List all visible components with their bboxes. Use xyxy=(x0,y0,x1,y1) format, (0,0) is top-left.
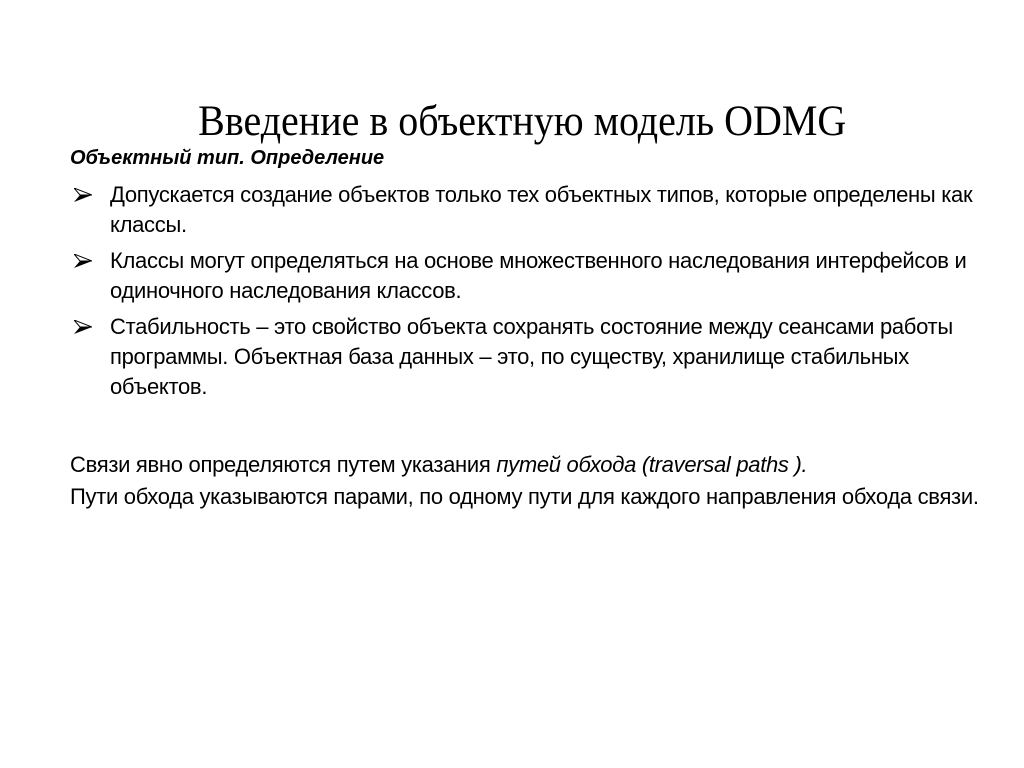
bullet-item xyxy=(70,180,1000,240)
bullet-item xyxy=(70,312,1000,402)
paragraph-text: Связи явно определяются путем указания xyxy=(70,452,497,477)
arrowhead-bullet-icon xyxy=(74,320,92,334)
paragraph-italic-term: путей обхода (traversal paths ). xyxy=(496,452,808,477)
bullet-text: Допускается создание объектов только тех объектных типов, которые определены как классы. xyxy=(110,182,973,237)
bullet-text: Классы могут определяться на основе множественного наследования интерфейсов и одиночного наследования классов. xyxy=(110,248,967,303)
slide-subtitle: Объектный тип. Определение xyxy=(70,147,385,169)
arrowhead-bullet-icon xyxy=(74,254,92,268)
paragraph-path-pairs: Пути обхода указываются парами, по одному пути для каждого направления обхода связи. xyxy=(70,484,979,509)
bullet-text: Стабильность – это свойство объекта сохранять состояние между сеансами работы программы. Объектная база данных – это, по существу, хранилище стабильных объектов. xyxy=(110,314,953,399)
paragraph-traversal-paths xyxy=(70,450,1010,480)
bullet-list xyxy=(70,180,1000,408)
slide-title: Введение в объектную модель ODMG xyxy=(198,98,847,145)
bullet-item xyxy=(70,246,1000,306)
arrowhead-bullet-icon xyxy=(74,188,92,202)
